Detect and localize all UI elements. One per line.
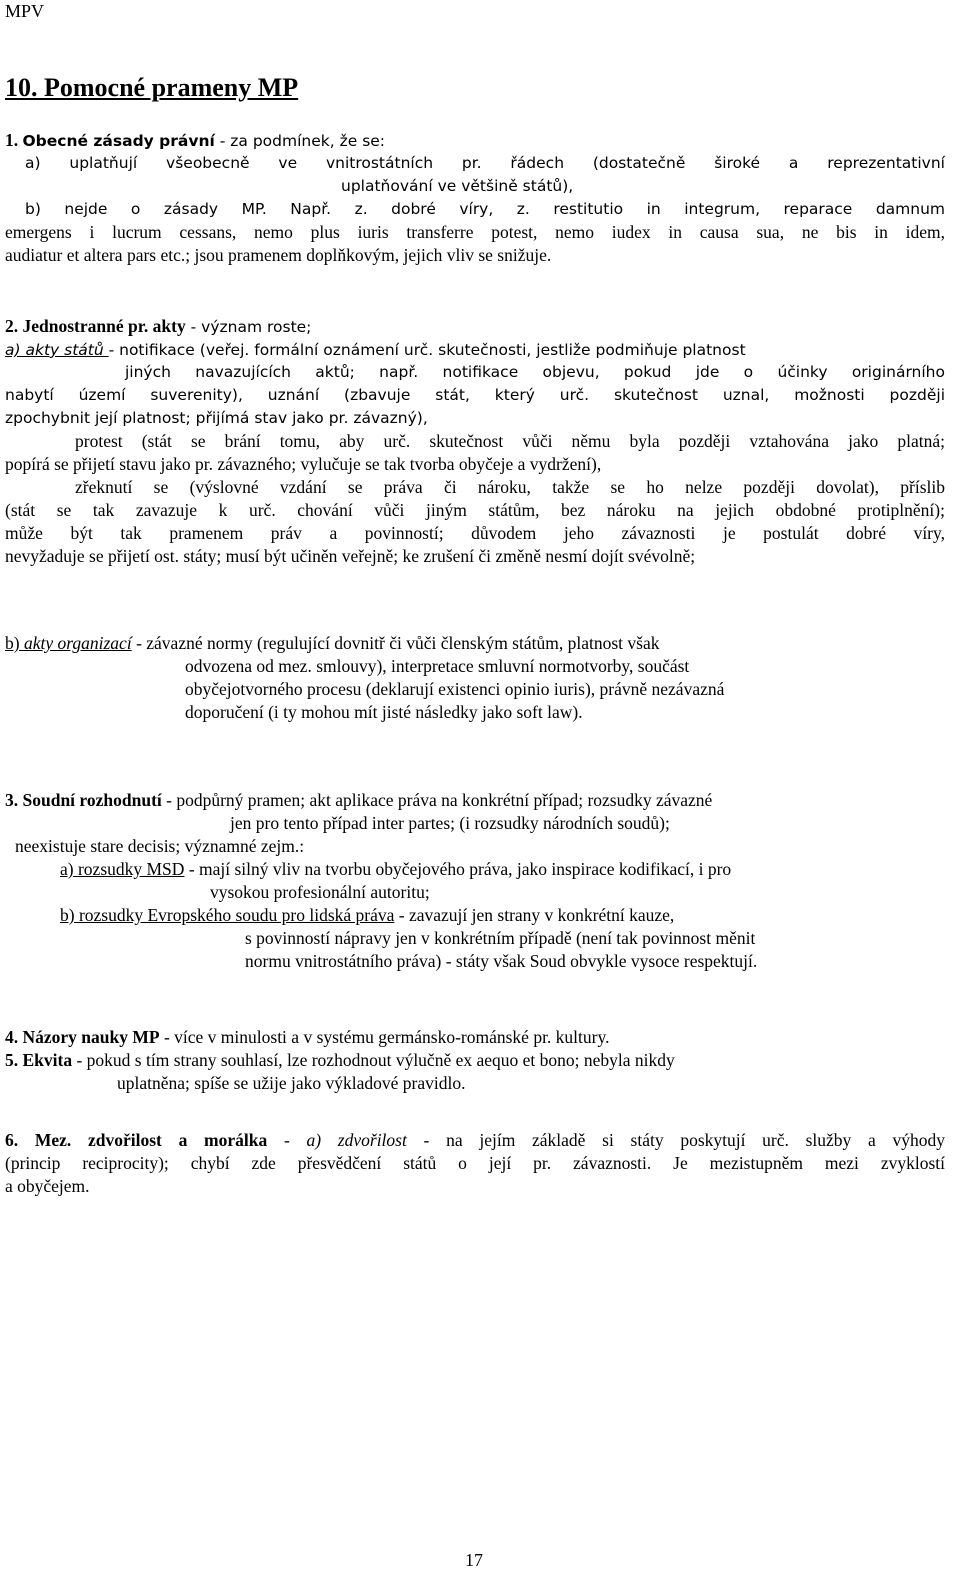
section-2-number: 2.	[5, 316, 19, 336]
icj-judgments-label: a) rozsudky MSD	[60, 859, 185, 879]
section-5-line-2: uplatněna; spíše se užije jako výkladové pravidlo.	[117, 1073, 466, 1093]
section-2-intro: - význam roste;	[185, 318, 312, 336]
section-1-line-1: a) uplatňují všeobecně ve vnitrostátních pr. řádech (dostatečně široké a reprezentativní	[25, 154, 945, 172]
section-2-line-5: protest (stát se brání tomu, aby urč. skutečnost vůči němu byla později vztahována jako platná;	[75, 431, 945, 451]
section-2-line-2: jiných navazujících aktů; např. notifikace objevu, pokud jde o účinky originárního	[125, 363, 945, 381]
section-1-line-3: b) nejde o zásady MP. Např. z. dobré víry, z. restitutio in integrum, reparace damnum	[25, 200, 945, 218]
section-5: 5. Ekvita - pokud s tím strany souhlasí, lze rozhodnout výlučně ex aequo et bono; nebyla nikdy uplatněna; spíše se užije jako výkladové pravidlo.	[5, 1049, 945, 1095]
section-3-number: 3.	[5, 790, 19, 810]
section-3-line-2: jen pro tento případ inter partes; (i rozsudky národních soudů);	[230, 813, 670, 833]
section-6-line-1: 6. Mez. zdvořilost a morálka - a) zdvořilost - na jejím základě si státy poskytují urč. služby a výhody	[5, 1130, 946, 1150]
page-number: 17	[465, 1550, 483, 1570]
section-1	[5, 129, 945, 267]
section-6-line-2: (princip reciprocity); chybí zde přesvědčení států o její pr. závaznosti. Je mezistupněm mezi zvyklostí	[5, 1153, 945, 1173]
section-3-line-6: b) rozsudky Evropského soudu pro lidská práva - zavazují jen strany v konkrétní kauze,	[60, 905, 675, 925]
section-1-heading-line	[5, 129, 945, 152]
acts-of-organizations-line-3: obyčejotvorného procesu (deklarují existenci opinio iuris), právně nezávazná	[185, 679, 725, 699]
section-3-line-8: normu vnitrostátního práva) - státy však Soud obvykle vysoce respektují.	[245, 951, 758, 971]
section-2-line-8: (stát se tak zavazuje k urč. chování vůči jiným státům, bez nároku na jejich obdobné protiplnění);	[5, 500, 945, 520]
section-5-number: 5.	[5, 1050, 19, 1070]
section-3-line-7: s povinností nápravy jen v konkrétním případě (není tak povinnost měnit	[245, 928, 756, 948]
section-2-line-9: může být tak pramenem práv a povinností; důvodem jeho závaznosti je postulát dobré víry,	[5, 523, 945, 543]
acts-of-organizations-line-1: b) akty organizací - závazné normy (regulující dovnitř či vůči členským státům, platnost však	[5, 633, 660, 653]
section-1-line-2: uplatňování ve většině států),	[341, 177, 574, 195]
section-2-line-6: popírá se přijetí stavu jako pr. závazného; vylučuje se tak tvorba obyčeje a vydržení),	[5, 454, 602, 474]
section-1-line-4: emergens i lucrum cessans, nemo plus iuris transferre potest, nemo iudex in causa sua, ne bis in idem,	[5, 222, 945, 242]
section-1-number: 1.	[5, 130, 19, 150]
section-3-line-5: vysokou profesionální autoritu;	[210, 882, 430, 902]
section-4-number: 4.	[5, 1027, 19, 1047]
section-2-line-3: nabytí území suverenity), uznání (zbavuje stát, který urč. skutečnost uznal, možnosti později	[5, 386, 945, 404]
section-5-heading: Ekvita	[22, 1050, 73, 1070]
section-3	[5, 789, 945, 973]
section-6	[5, 1129, 945, 1198]
section-3-line-4: a) rozsudky MSD - mají silný vliv na tvorbu obyčejového práva, jako inspirace kodifikací, i pro	[60, 859, 732, 879]
echr-judgments-label: b) rozsudky Evropského soudu pro lidská práva	[60, 905, 395, 925]
section-2-line-10: nevyžaduje se přijetí ost. státy; musí být učiněn veřejně; ke zrušení či změně nesmí dojít svévolně;	[5, 546, 696, 566]
section-3-heading: Soudní rozhodnutí	[22, 790, 162, 810]
acts-of-organizations-line-2: odvozena od mez. smlouvy), interpretace smluvní normotvorby, součást	[185, 656, 690, 676]
acts-of-organizations	[5, 632, 945, 724]
section-2-heading: Jednostranné pr. akty	[22, 316, 186, 336]
courtesy-label: a) zdvořilost	[306, 1130, 407, 1150]
acts-of-organizations-line-4: doporučení (i ty mohou mít jisté následky jako soft law).	[185, 702, 583, 722]
section-4: 4. Názory nauky MP - více v minulosti a v systému germánsko-románské pr. kultury.	[5, 1027, 610, 1047]
section-1-heading: Obecné zásady právní	[22, 132, 215, 150]
acts-of-organizations-label: akty organizací	[23, 633, 132, 653]
acts-of-states-label: a) akty států	[5, 341, 109, 359]
section-2-line-7: zřeknutí se (výslovné vzdání se práva či nároku, takže se ho nelze později dovolat), příslib	[75, 477, 945, 497]
section-1-intro: - za podmínek, že se:	[214, 132, 386, 150]
section-4-heading: Názory nauky MP	[22, 1027, 160, 1047]
section-3-line-3: neexistuje stare decisis; významné zejm.:	[15, 836, 305, 856]
section-2-line-4: zpochybnit její platnost; přijímá stav jako pr. závazný),	[5, 409, 428, 427]
section-6-number: 6.	[5, 1130, 19, 1150]
section-2-heading-line	[5, 315, 945, 338]
page-header: MPV	[5, 1, 45, 21]
page-title: 10. Pomocné prameny MP	[5, 73, 299, 102]
section-1-line-5: audiatur et altera pars etc.; jsou pramenem doplňkovým, jejich vliv se snižuje.	[5, 245, 552, 265]
section-3-line-1: 3. Soudní rozhodnutí - podpůrný pramen; akt aplikace práva na konkrétní případ; rozsudky závazné	[5, 790, 713, 810]
section-6-heading: Mez. zdvořilost a morálka	[34, 1130, 268, 1150]
section-2	[5, 315, 945, 568]
section-2-line-1: a) akty států - notifikace (veřej. formální oznámení urč. skutečnosti, jestliže podmiňuje platnost	[5, 341, 746, 359]
section-6-line-3: a obyčejem.	[5, 1176, 90, 1196]
